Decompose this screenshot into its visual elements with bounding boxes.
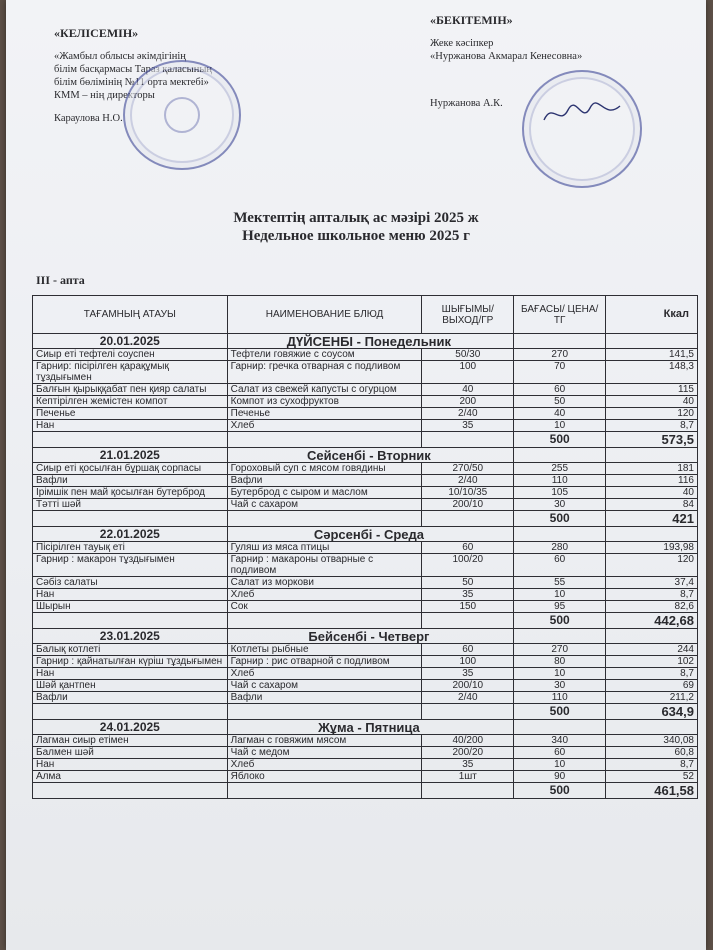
day-date: 24.01.2025 — [33, 720, 228, 735]
menu-body — [33, 334, 698, 799]
dish-name-ru: Салат из моркови — [227, 577, 422, 589]
empty-cell — [33, 613, 228, 629]
total-price: 500 — [514, 704, 606, 720]
table-row — [33, 601, 698, 613]
empty-cell — [422, 704, 514, 720]
price-value: 110 — [514, 475, 606, 487]
empty-cell — [422, 613, 514, 629]
dish-name-kz: Ірімшік пен май қосылған бутерброд — [33, 487, 228, 499]
output-value: 2/40 — [422, 408, 514, 420]
kcal-value: 116 — [606, 475, 698, 487]
table-row — [33, 692, 698, 704]
dish-name-kz: Лагман сиыр етімен — [33, 735, 228, 747]
total-kcal: 461,58 — [606, 783, 698, 799]
dish-name-ru: Котлеты рыбные — [227, 644, 422, 656]
menu-table — [32, 295, 698, 799]
dish-name-ru: Компот из сухофруктов — [227, 396, 422, 408]
dish-name-ru: Сок — [227, 601, 422, 613]
dish-name-kz: Балғын қырыққабат пен қияр салаты — [33, 384, 228, 396]
output-value: 50 — [422, 577, 514, 589]
day-header-row — [33, 448, 698, 463]
table-row — [33, 759, 698, 771]
dish-name-kz: Вафли — [33, 692, 228, 704]
day-total-row — [33, 511, 698, 527]
price-value: 60 — [514, 554, 606, 577]
day-date: 23.01.2025 — [33, 629, 228, 644]
table-row — [33, 589, 698, 601]
dish-name-kz: Гарнир : қайнатылған күріш тұздығымен — [33, 656, 228, 668]
empty-cell — [227, 432, 422, 448]
table-row — [33, 747, 698, 759]
total-price: 500 — [514, 432, 606, 448]
day-name: ДҮЙСЕНБІ - Понедельник — [227, 334, 514, 349]
dish-name-kz: Печенье — [33, 408, 228, 420]
dish-name-ru: Гуляш из мяса птицы — [227, 542, 422, 554]
dish-name-kz: Гарнир : макарон тұздығымен — [33, 554, 228, 577]
total-kcal: 573,5 — [606, 432, 698, 448]
table-row — [33, 349, 698, 361]
price-value: 255 — [514, 463, 606, 475]
total-price: 500 — [514, 783, 606, 799]
dish-name-kz: Нан — [33, 668, 228, 680]
price-value: 50 — [514, 396, 606, 408]
price-value: 55 — [514, 577, 606, 589]
header-price: БАҒАСЫ/ ЦЕНА/ТГ — [514, 296, 606, 334]
kcal-value: 120 — [606, 554, 698, 577]
empty-cell — [33, 783, 228, 799]
price-value: 340 — [514, 735, 606, 747]
day-date: 20.01.2025 — [33, 334, 228, 349]
day-header-row — [33, 720, 698, 735]
dish-name-ru: Хлеб — [227, 668, 422, 680]
day-total-row — [33, 613, 698, 629]
empty-cell — [606, 720, 698, 735]
approval-line: білім бөлімінің №11 орта мектебі» — [54, 77, 209, 88]
dish-name-kz: Вафли — [33, 475, 228, 487]
output-value: 35 — [422, 589, 514, 601]
total-kcal: 634,9 — [606, 704, 698, 720]
output-value: 1шт — [422, 771, 514, 783]
dish-name-kz: Балық котлеті — [33, 644, 228, 656]
approval-line: Жеке кәсіпкер — [430, 38, 494, 49]
seal-stamp-right — [522, 70, 642, 188]
price-value: 95 — [514, 601, 606, 613]
price-value: 270 — [514, 644, 606, 656]
price-value: 10 — [514, 668, 606, 680]
table-row — [33, 475, 698, 487]
empty-cell — [606, 527, 698, 542]
price-value: 60 — [514, 747, 606, 759]
table-row — [33, 384, 698, 396]
price-value: 10 — [514, 589, 606, 601]
output-value: 60 — [422, 542, 514, 554]
dish-name-kz: Тәтті шәй — [33, 499, 228, 511]
table-row — [33, 408, 698, 420]
dish-name-kz: Сәбіз салаты — [33, 577, 228, 589]
page-title-ru: Недельное школьное меню 2025 г — [242, 228, 470, 244]
page-title-kz: Мектептің апталық ас мәзірі 2025 ж — [233, 210, 479, 226]
dish-name-ru: Гарнир: гречка отварная с подливом — [227, 361, 422, 384]
table-row — [33, 680, 698, 692]
kcal-value: 340,08 — [606, 735, 698, 747]
dish-name-kz: Нан — [33, 589, 228, 601]
kcal-value: 141,5 — [606, 349, 698, 361]
approval-caption: «БЕКІТЕМІН» — [430, 13, 513, 27]
dish-name-ru: Яблоко — [227, 771, 422, 783]
price-value: 60 — [514, 384, 606, 396]
document-page — [6, 0, 706, 950]
table-row — [33, 463, 698, 475]
day-header-row — [33, 334, 698, 349]
dish-name-ru: Гарнир : рис отварной с подливом — [227, 656, 422, 668]
dish-name-kz: Кептірілген жемістен компот — [33, 396, 228, 408]
total-kcal: 421 — [606, 511, 698, 527]
dish-name-ru: Бутерброд с сыром и маслом — [227, 487, 422, 499]
dish-name-ru: Гарнир : макароны отварные с подливом — [227, 554, 422, 577]
day-total-row — [33, 704, 698, 720]
empty-cell — [514, 629, 606, 644]
empty-cell — [227, 511, 422, 527]
dish-name-ru: Лагман с говяжим мясом — [227, 735, 422, 747]
empty-cell — [422, 511, 514, 527]
output-value: 10/10/35 — [422, 487, 514, 499]
output-value: 100 — [422, 361, 514, 384]
kcal-value: 148,3 — [606, 361, 698, 384]
output-value: 35 — [422, 420, 514, 432]
kcal-value: 84 — [606, 499, 698, 511]
output-value: 200/20 — [422, 747, 514, 759]
table-row — [33, 668, 698, 680]
output-value: 200/10 — [422, 680, 514, 692]
kcal-value: 193,98 — [606, 542, 698, 554]
header-kcal: Ккал — [606, 296, 698, 334]
emblem-icon — [164, 97, 200, 133]
kcal-value: 181 — [606, 463, 698, 475]
table-row — [33, 487, 698, 499]
empty-cell — [606, 629, 698, 644]
empty-cell — [514, 334, 606, 349]
output-value: 200 — [422, 396, 514, 408]
signatory-name: Нуржанова А.К. — [430, 98, 503, 109]
total-price: 500 — [514, 511, 606, 527]
signature-icon — [542, 98, 622, 128]
signatory-name: Караулова Н.О. — [54, 113, 123, 124]
price-value: 10 — [514, 759, 606, 771]
output-value: 200/10 — [422, 499, 514, 511]
kcal-value: 8,7 — [606, 589, 698, 601]
output-value: 50/30 — [422, 349, 514, 361]
dish-name-ru: Салат из свежей капусты с огурцом — [227, 384, 422, 396]
price-value: 40 — [514, 408, 606, 420]
kcal-value: 115 — [606, 384, 698, 396]
output-value: 60 — [422, 644, 514, 656]
day-name: Сәрсенбі - Среда — [227, 527, 514, 542]
approval-caption: «КЕЛІСЕМІН» — [54, 26, 139, 40]
output-value: 100/20 — [422, 554, 514, 577]
table-row — [33, 542, 698, 554]
output-value: 35 — [422, 668, 514, 680]
table-row — [33, 396, 698, 408]
empty-cell — [606, 334, 698, 349]
day-name: Жұма - Пятница — [227, 720, 514, 735]
kcal-value: 60,8 — [606, 747, 698, 759]
seal-stamp-left — [123, 60, 241, 170]
dish-name-ru: Чай с сахаром — [227, 680, 422, 692]
approval-line: КММ – нің директоры — [54, 90, 155, 101]
price-value: 30 — [514, 499, 606, 511]
price-value: 280 — [514, 542, 606, 554]
table-row — [33, 554, 698, 577]
dish-name-kz: Пісірілген тауық еті — [33, 542, 228, 554]
day-total-row — [33, 783, 698, 799]
table-header-row — [33, 296, 698, 334]
dish-name-kz: Шәй қантпен — [33, 680, 228, 692]
output-value: 100 — [422, 656, 514, 668]
kcal-value: 8,7 — [606, 759, 698, 771]
price-value: 105 — [514, 487, 606, 499]
empty-cell — [33, 511, 228, 527]
header-dish-kz: ТАҒАМНЫҢ АТАУЫ — [33, 296, 228, 334]
price-value: 270 — [514, 349, 606, 361]
price-value: 70 — [514, 361, 606, 384]
dish-name-kz: Нан — [33, 759, 228, 771]
empty-cell — [227, 613, 422, 629]
empty-cell — [422, 432, 514, 448]
header-output: ШЫҒЫМЫ/ ВЫХОД/ГР — [422, 296, 514, 334]
empty-cell — [33, 432, 228, 448]
kcal-value: 8,7 — [606, 420, 698, 432]
dish-name-kz: Балмен шәй — [33, 747, 228, 759]
table-row — [33, 420, 698, 432]
day-header-row — [33, 629, 698, 644]
approval-line: «Жамбыл облысы әкімдігінің — [54, 51, 186, 62]
table-row — [33, 644, 698, 656]
approval-line: «Нуржанова Акмарал Кенесовна» — [430, 51, 583, 62]
empty-cell — [227, 704, 422, 720]
empty-cell — [606, 448, 698, 463]
day-total-row — [33, 432, 698, 448]
output-value: 270/50 — [422, 463, 514, 475]
kcal-value: 37,4 — [606, 577, 698, 589]
day-header-row — [33, 527, 698, 542]
empty-cell — [33, 704, 228, 720]
day-date: 21.01.2025 — [33, 448, 228, 463]
dish-name-ru: Тефтели говяжие с соусом — [227, 349, 422, 361]
dish-name-kz: Сиыр еті қосылған бұршақ сорпасы — [33, 463, 228, 475]
week-label: III - апта — [36, 273, 85, 287]
dish-name-ru: Хлеб — [227, 759, 422, 771]
day-name: Сейсенбі - Вторник — [227, 448, 514, 463]
price-value: 90 — [514, 771, 606, 783]
output-value: 40 — [422, 384, 514, 396]
kcal-value: 211,2 — [606, 692, 698, 704]
kcal-value: 120 — [606, 408, 698, 420]
approval-line: білім басқармасы Тараз қаласының — [54, 64, 213, 75]
empty-cell — [514, 448, 606, 463]
total-price: 500 — [514, 613, 606, 629]
kcal-value: 8,7 — [606, 668, 698, 680]
dish-name-ru: Вафли — [227, 475, 422, 487]
dish-name-kz: Нан — [33, 420, 228, 432]
dish-name-kz: Шырын — [33, 601, 228, 613]
dish-name-kz: Сиыр еті тефтелі соуспен — [33, 349, 228, 361]
table-row — [33, 499, 698, 511]
dish-name-ru: Чай с медом — [227, 747, 422, 759]
empty-cell — [227, 783, 422, 799]
table-row — [33, 771, 698, 783]
kcal-value: 102 — [606, 656, 698, 668]
output-value: 40/200 — [422, 735, 514, 747]
kcal-value: 40 — [606, 396, 698, 408]
output-value: 150 — [422, 601, 514, 613]
table-row — [33, 361, 698, 384]
output-value: 2/40 — [422, 475, 514, 487]
empty-cell — [514, 527, 606, 542]
day-name: Бейсенбі - Четверг — [227, 629, 514, 644]
dish-name-ru: Хлеб — [227, 589, 422, 601]
price-value: 80 — [514, 656, 606, 668]
dish-name-kz: Гарнир: пісірілген қарақұмық тұздығымен — [33, 361, 228, 384]
kcal-value: 40 — [606, 487, 698, 499]
price-value: 10 — [514, 420, 606, 432]
kcal-value: 244 — [606, 644, 698, 656]
table-row — [33, 735, 698, 747]
total-kcal: 442,68 — [606, 613, 698, 629]
header-dish-ru: НАИМЕНОВАНИЕ БЛЮД — [227, 296, 422, 334]
dish-name-ru: Чай с сахаром — [227, 499, 422, 511]
price-value: 30 — [514, 680, 606, 692]
empty-cell — [514, 720, 606, 735]
output-value: 2/40 — [422, 692, 514, 704]
price-value: 110 — [514, 692, 606, 704]
table-row — [33, 577, 698, 589]
dish-name-ru: Печенье — [227, 408, 422, 420]
dish-name-ru: Гороховый суп с мясом говядины — [227, 463, 422, 475]
kcal-value: 69 — [606, 680, 698, 692]
dish-name-kz: Алма — [33, 771, 228, 783]
empty-cell — [422, 783, 514, 799]
kcal-value: 52 — [606, 771, 698, 783]
kcal-value: 82,6 — [606, 601, 698, 613]
dish-name-ru: Хлеб — [227, 420, 422, 432]
day-date: 22.01.2025 — [33, 527, 228, 542]
dish-name-ru: Вафли — [227, 692, 422, 704]
table-row — [33, 656, 698, 668]
output-value: 35 — [422, 759, 514, 771]
